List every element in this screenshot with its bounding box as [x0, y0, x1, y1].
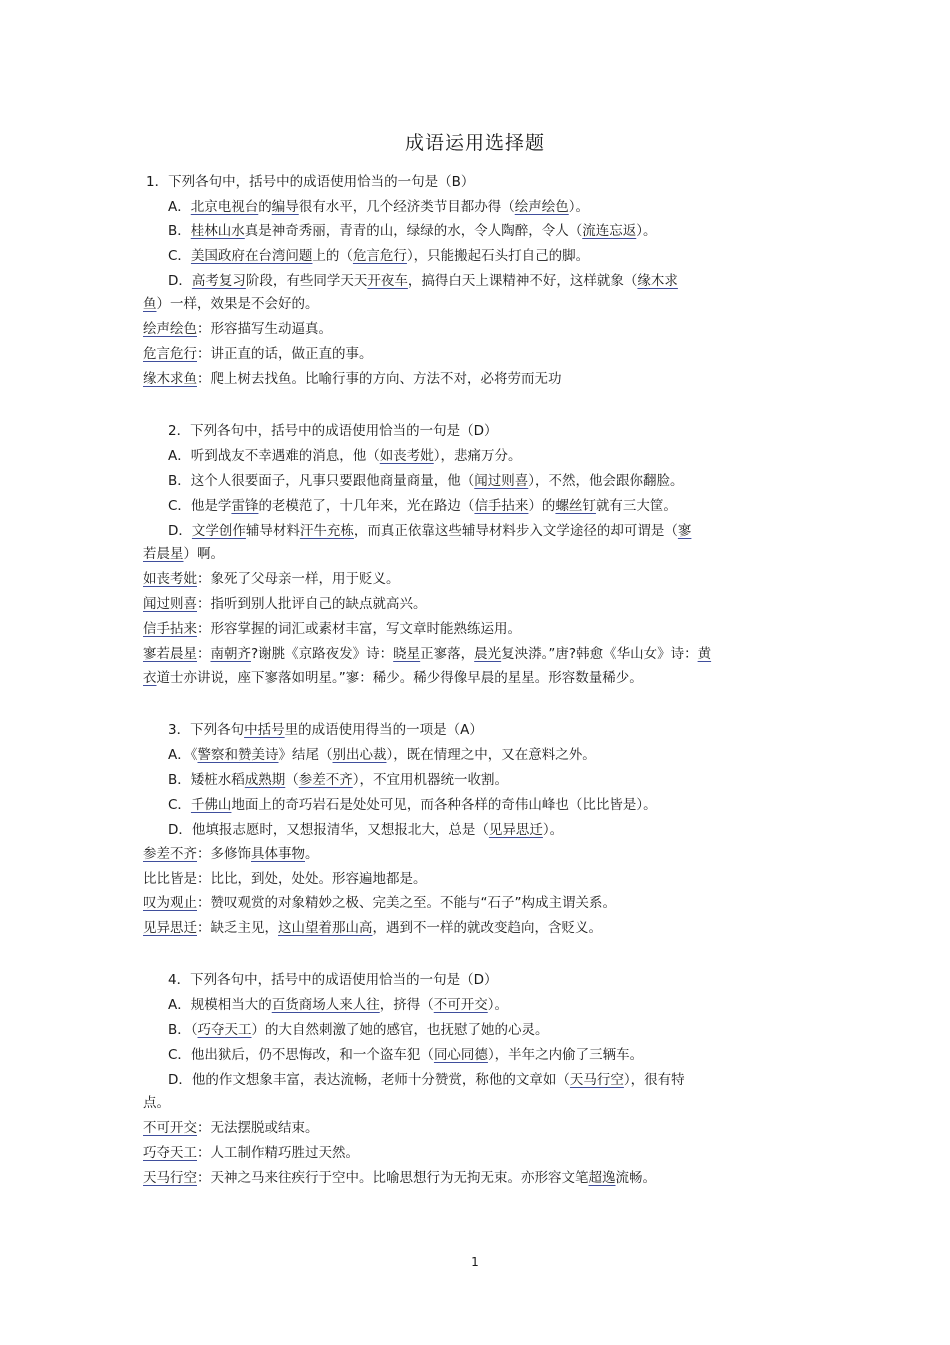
underlined-term: 绘声绘色: [143, 321, 197, 337]
text-run: D．他填报志愿时，又想报清华，又想报北大，总是（: [168, 822, 489, 838]
text-run: ，遇到不一样的就改变趋向，含贬义。: [372, 920, 602, 936]
underlined-term: 成熟期: [244, 772, 286, 788]
text-line: [168, 746, 596, 764]
text-line: [168, 1046, 643, 1064]
text-line: [143, 669, 643, 687]
underlined-term: 千佛山: [190, 797, 232, 813]
text-run: 阶段，有些同学天天: [245, 273, 368, 289]
page-number: 1: [471, 1255, 479, 1269]
underlined-term: 见异思迁: [488, 822, 543, 838]
text-run: ：讲正直的话，做正直的事。: [197, 346, 373, 362]
underlined-term: 汗牛充栋: [299, 523, 354, 539]
text-run: 点。: [143, 1095, 170, 1111]
text-run: 3．下列各句: [168, 722, 245, 738]
underlined-term: 开夜车: [367, 273, 408, 289]
underlined-term: 不可开交: [433, 997, 488, 1013]
text-run: A．《: [168, 747, 198, 763]
text-run: 复泱漭。”唐?韩愈《华山女》诗：: [501, 646, 698, 662]
text-run: ），悲痛万分。: [433, 448, 522, 464]
underlined-term: 闻过则喜: [474, 473, 529, 489]
text-run: ）一样，效果是不会好的。: [156, 296, 319, 312]
text-line: [143, 570, 400, 588]
underlined-term: 缘木求: [637, 273, 678, 289]
underlined-term: 不可开交: [143, 1120, 197, 1136]
underlined-term: 这山望着那山高: [278, 920, 373, 936]
text-run: ，搞得白天上课精神不好，这样就象（: [407, 273, 638, 289]
text-line: [143, 545, 224, 563]
underlined-term: 绘声绘色: [514, 199, 569, 215]
underlined-term: 百货商场人来人往: [271, 997, 380, 1013]
text-run: ），既在情理之中，又在意料之外。: [386, 747, 596, 763]
text-run: B．: [168, 223, 191, 239]
text-run: B．这个人很要面子，凡事只要跟他商量商量，他（: [168, 473, 475, 489]
text-run: ：人工制作精巧胜过天然。: [197, 1145, 359, 1161]
text-run: 流畅。: [615, 1170, 656, 1186]
text-run: （B）: [438, 174, 475, 190]
text-run: A．规模相当大的: [168, 997, 272, 1013]
underlined-term: 叹为观止: [143, 895, 197, 911]
text-run: 正寥落，: [420, 646, 475, 662]
underlined-term: 编导: [271, 199, 299, 215]
underlined-term: 危言危行: [143, 346, 197, 362]
text-line: [143, 320, 332, 338]
text-run: B．（: [168, 1022, 198, 1038]
underlined-term: 巧夺天工: [197, 1022, 252, 1038]
underlined-term: 信手拈来: [143, 621, 197, 637]
text-run: D．他的作文想象丰富，表达流畅，老师十分赞赏，称他的文章如（: [168, 1072, 570, 1088]
text-run: 里的成语使用得当的一项是: [284, 722, 447, 738]
text-run: A．听到战友不幸遇难的消息，他（: [168, 448, 380, 464]
text-run: 2．下列各句中，括号中的成语使用恰当的一句是: [168, 423, 461, 439]
underlined-term: 闻过则喜: [143, 596, 197, 612]
text-run: ：形容描写生动逼真。: [197, 321, 332, 337]
text-run: ）啊。: [183, 546, 224, 562]
text-run: ：缺乏主见，: [197, 920, 278, 936]
text-run: ）。: [636, 223, 657, 239]
underlined-term: 黄: [697, 646, 712, 662]
text-run: 的: [258, 199, 272, 215]
underlined-term: 北京电视台: [190, 199, 259, 215]
text-line: [143, 1119, 319, 1137]
text-run: ：: [197, 646, 211, 662]
text-run: 》结尾（: [278, 747, 333, 763]
underlined-term: 南朝齐: [210, 646, 251, 662]
text-run: ），不宜用机器统一收割。: [352, 772, 509, 788]
text-run: C．: [168, 248, 191, 264]
text-line: [168, 422, 498, 440]
text-line: [143, 870, 427, 888]
text-run: ）的大自然刺激了她的感官，也抚慰了她的心灵。: [251, 1022, 549, 1038]
underlined-term: 天马行空: [143, 1170, 197, 1186]
text-line: [168, 222, 657, 240]
text-run: （A）: [446, 722, 483, 738]
text-run: C．他出狱后，仍不思悔改，和一个盗车犯（: [168, 1047, 434, 1063]
text-run: ），很有特: [623, 1072, 685, 1088]
underlined-term: 美国政府: [190, 248, 245, 264]
text-run: 很有水平，几个经济类节目都办得（: [298, 199, 515, 215]
text-line: [168, 1021, 549, 1039]
text-run: ）。: [568, 199, 589, 215]
text-line: [143, 894, 616, 912]
text-run: ）。: [542, 822, 564, 838]
underlined-term: 见异思迁: [143, 920, 197, 936]
text-line: [168, 522, 691, 540]
text-line: [143, 1094, 170, 1112]
text-run: ：象死了父母亲一样，用于贬义。: [197, 571, 400, 587]
underlined-term: 寥若晨星: [143, 646, 197, 662]
text-run: D．: [168, 273, 192, 289]
underlined-term: 如丧考妣: [379, 448, 434, 464]
text-run: C．他是学: [168, 498, 232, 514]
text-run: B．矮桩水稻: [168, 772, 245, 788]
text-run: ，而真正依靠这些辅导材料步入文学途径的却可谓是（: [353, 523, 678, 539]
text-run: C．: [168, 797, 191, 813]
underlined-term: 同心同德: [433, 1047, 488, 1063]
underlined-term: 晓星: [393, 646, 421, 662]
text-run: 辅导材料: [245, 523, 300, 539]
text-line: [143, 1144, 359, 1162]
text-run: D．: [168, 523, 192, 539]
underlined-term: 参差不齐: [143, 846, 197, 862]
text-line: [143, 620, 521, 638]
text-run: ），只能搬起石头打自己的脚。: [406, 248, 590, 264]
text-run: （D）: [460, 972, 498, 988]
text-line: [168, 198, 589, 216]
text-run: ），不然，他会跟你翻脸。: [528, 473, 684, 489]
underlined-term: 若晨星: [143, 546, 184, 562]
text-run: ：天神之马来往疾行于空中。比喻思想行为无拘无束。亦形容文笔: [197, 1170, 589, 1186]
text-run: ：赞叹观赏的对象精妙之极、完美之至。不能与“石子”构成主谓关系。: [197, 895, 616, 911]
text-run: 1．下列各句中，括号中的成语使用恰当的一句是: [146, 174, 439, 190]
underlined-term: 缘木求鱼: [143, 371, 197, 387]
text-line: [143, 370, 562, 388]
text-line: [168, 447, 522, 465]
text-run: A．: [168, 199, 191, 215]
text-line: [168, 1071, 685, 1089]
underlined-term: 文学创作: [191, 523, 246, 539]
underlined-term: 雷锋: [231, 498, 259, 514]
text-line: [168, 272, 678, 290]
text-run: 道士亦讲说，座下寥落如明星。”寥：稀少。稀少得像早晨的星星。形容数量稀少。: [156, 670, 643, 686]
underlined-term: 参差不齐: [298, 772, 353, 788]
text-run: 4．下列各句中，括号中的成语使用恰当的一句是: [168, 972, 461, 988]
text-line: [143, 845, 319, 863]
text-line: [168, 497, 677, 515]
underlined-term: 中括号: [244, 722, 285, 738]
text-line: [143, 345, 373, 363]
underlined-term: 高考复习: [191, 273, 246, 289]
text-line: [146, 173, 474, 191]
text-line: [168, 996, 508, 1014]
text-run: 就有三大筐。: [595, 498, 677, 514]
underlined-term: 鱼: [143, 296, 157, 312]
underlined-term: 天马行空: [569, 1072, 624, 1088]
underlined-term: 别出心裁: [332, 747, 387, 763]
text-run: ）。: [487, 997, 508, 1013]
text-line: [168, 771, 508, 789]
text-run: ：指听到别人批评自己的缺点就高兴。: [197, 596, 427, 612]
text-run: ：多修饰: [197, 846, 251, 862]
underlined-term: 具体事物: [251, 846, 305, 862]
text-line: [168, 796, 657, 814]
text-run: ：爬上树去找鱼。比喻行事的方向、方法不对，必将劳而无功: [197, 371, 562, 387]
underlined-term: 衣: [143, 670, 157, 686]
underlined-term: 桂林山水: [190, 223, 245, 239]
text-run: ?谢朓《京路夜发》诗：: [251, 646, 394, 662]
text-run: 。: [305, 846, 319, 862]
text-run: 的老模范了，十几年来，光在路边（: [258, 498, 475, 514]
text-line: [143, 919, 602, 937]
underlined-term: 在台湾问题: [244, 248, 313, 264]
text-line: [143, 295, 319, 313]
text-run: ：无法摆脱或结束。: [197, 1120, 319, 1136]
text-line: [168, 971, 498, 989]
text-run: ：形容掌握的词汇或素材丰富，写文章时能熟练运用。: [197, 621, 521, 637]
text-line: [143, 645, 711, 663]
text-run: （: [285, 772, 299, 788]
text-run: 地面上的奇巧岩石是处处可见，而各种各样的奇伟山峰也（比比皆是）。: [231, 797, 657, 813]
underlined-term: 信手拈来: [474, 498, 529, 514]
text-run: （D）: [460, 423, 498, 439]
text-line: [168, 472, 684, 490]
underlined-term: 超逸: [588, 1170, 616, 1186]
text-run: ，挤得（: [379, 997, 434, 1013]
underlined-term: 危言危行: [352, 248, 407, 264]
underlined-term: 巧夺天工: [143, 1145, 197, 1161]
text-line: [168, 247, 589, 265]
text-run: ），半年之内偷了三辆车。: [487, 1047, 644, 1063]
text-line: [143, 1169, 656, 1187]
underlined-term: 警察和赞美诗: [197, 747, 279, 763]
page-title: 成语运用选择题: [404, 132, 545, 154]
underlined-term: 螺丝钉: [555, 498, 596, 514]
text-line: [168, 721, 483, 739]
text-run: 比比皆是：比比，到处，处处。形容遍地都是。: [143, 871, 427, 887]
underlined-term: 晨光: [474, 646, 502, 662]
text-line: [168, 821, 563, 839]
text-run: ）的: [528, 498, 556, 514]
text-run: 上的（: [312, 248, 353, 264]
underlined-term: 寥: [677, 523, 692, 539]
underlined-term: 流连忘返: [582, 223, 637, 239]
underlined-term: 如丧考妣: [143, 571, 197, 587]
text-line: [143, 595, 427, 613]
text-run: 真是神奇秀丽，青青的山，绿绿的水，令人陶醉，令人（: [244, 223, 583, 239]
